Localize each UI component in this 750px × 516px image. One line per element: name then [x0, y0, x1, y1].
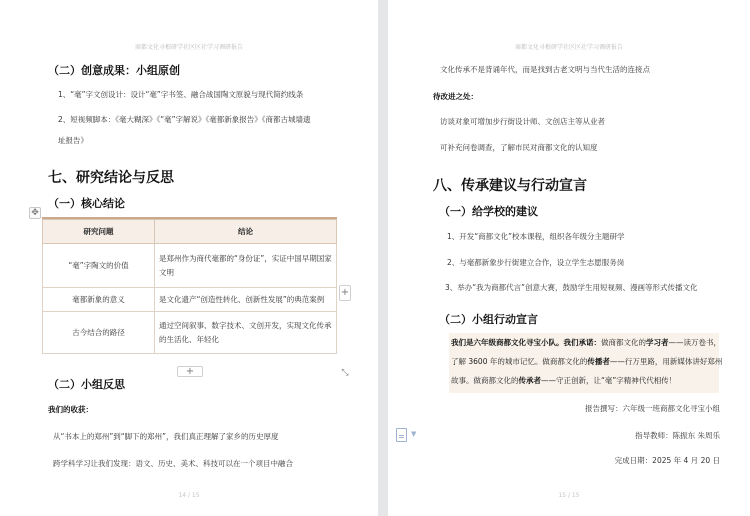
advisor: 指导教师：陈振东 朱周乐: [635, 431, 720, 440]
list-item: 1、“毫”字文创设计：设计“毫”字书签、融合战国陶文原貌与现代简约线条: [58, 90, 304, 99]
list-item: 2、与毫都新象步行街建立合作，设立学生志愿服务岗: [447, 258, 625, 267]
improve-line: 访谈对象可增加步行街设计师、文创店主等从业者: [440, 117, 605, 126]
table-cell[interactable]: “毫”字陶文的价值: [43, 244, 155, 288]
table-cell[interactable]: 是郑州作为商代毫都的“身份证”，实证中国早期国家文明: [155, 244, 337, 288]
improve-label: 待改进之处：: [433, 92, 478, 101]
list-item: 3、举办“我为商都代言”创意大赛，鼓励学生用短视频、漫画等形式传播文化: [445, 283, 698, 292]
section-title-reflection: （二）小组反思: [48, 378, 125, 391]
pledge-bold-text: 我们是六年级商都文化寻宝小队。我们承诺：: [451, 338, 601, 347]
table-move-handle-icon[interactable]: ✥: [29, 207, 41, 219]
section-title-creative-results: （二）创意成果：小组原创: [48, 64, 180, 77]
table-header-conclusion[interactable]: 结论: [155, 220, 337, 244]
pledge-text: ——读万卷书，: [668, 338, 721, 347]
chapter-title-conclusion: 七、研究结论与反思: [48, 170, 174, 186]
table-cell[interactable]: 毫都新象的意义: [43, 288, 155, 312]
add-row-button[interactable]: +: [177, 366, 203, 377]
gain-line: 跨学科学习让我们发现：语文、历史、美术、科技可以在一个项目中融合: [53, 459, 293, 468]
conclusion-table[interactable]: [42, 219, 337, 354]
table-header-question[interactable]: 研究问题: [43, 220, 155, 244]
gain-line: 从“书本上的郑州”到“脚下的郑州”，我们真正理解了家乡的历史厚度: [53, 432, 279, 441]
page-header: 商都文化寻根研学社区区社学习调研报告: [514, 44, 623, 51]
table-cell[interactable]: 古今结合的路径: [43, 312, 155, 354]
table-row: [43, 312, 337, 354]
document-float-icon[interactable]: [396, 428, 420, 444]
pledge-line: [451, 356, 722, 367]
chevron-down-icon: ▼: [411, 430, 417, 438]
page-number: 15 / 15: [558, 492, 580, 499]
list-item: 2、短视频脚本：《毫大糊深》《“毫”字解说》《毫都新象报告》《商都古城墙遗: [58, 115, 311, 124]
gains-label: 我们的收获：: [48, 405, 93, 414]
pledge-text: 做商都文化的: [601, 338, 646, 347]
pledge-bold-text: 传播者: [587, 357, 610, 366]
section-title-school-suggestions: （一）给学校的建议: [439, 205, 538, 218]
page-header: 商都文化寻根研学社区区社学习调研报告: [134, 44, 243, 51]
improve-line: 可补充问卷调查，了解市民对商都文化的认知度: [440, 143, 598, 152]
section-title-pledge: （二）小组行动宣言: [439, 313, 538, 326]
table-cell[interactable]: 通过空间叙事、数字技术、文创开发，实现文化传承的生活化、年轻化: [155, 312, 337, 354]
pledge-line: [451, 337, 721, 348]
table-cell[interactable]: 是文化遗产“创造性转化、创新性发展”的典范案例: [155, 288, 337, 312]
list-item: 1、开发“商都文化”校本课程，组织各年级分主题研学: [447, 232, 625, 241]
paragraph-line: 文化传承不是背诵年代，而是找到古老文明与当代生活的连接点: [440, 65, 650, 74]
pledge-text: 了解 3600 年的城市记忆。做商都文化的: [451, 357, 588, 366]
page-number: 14 / 15: [178, 492, 200, 499]
pledge-text: 故事。做商都文化的: [451, 376, 519, 385]
pledge-text: ——行万里路，用新媒体讲好郑州: [609, 357, 723, 366]
table-row: [43, 288, 337, 312]
table-row: [43, 244, 337, 288]
pledge-text: ——守正创新，让“毫”字精神代代相传！: [541, 376, 677, 385]
report-author: 报告撰写：六年级一班商都文化寻宝小组: [585, 404, 720, 413]
completion-date: 完成日期：2025 年 4 月 20 日: [614, 456, 720, 465]
add-column-button[interactable]: +: [339, 285, 351, 301]
section-title-core-conclusion: （一）核心结论: [48, 197, 125, 210]
document-icon: [396, 428, 407, 442]
list-item-continued: 址报告》: [58, 136, 88, 145]
pledge-bold-text: 学习者: [646, 338, 669, 347]
pledge-bold-text: 传承者: [518, 376, 541, 385]
table-resize-icon[interactable]: ⤡: [341, 368, 349, 378]
pledge-line: [451, 375, 676, 386]
chapter-title-heritage: 八、传承建议与行动宣言: [433, 178, 587, 194]
